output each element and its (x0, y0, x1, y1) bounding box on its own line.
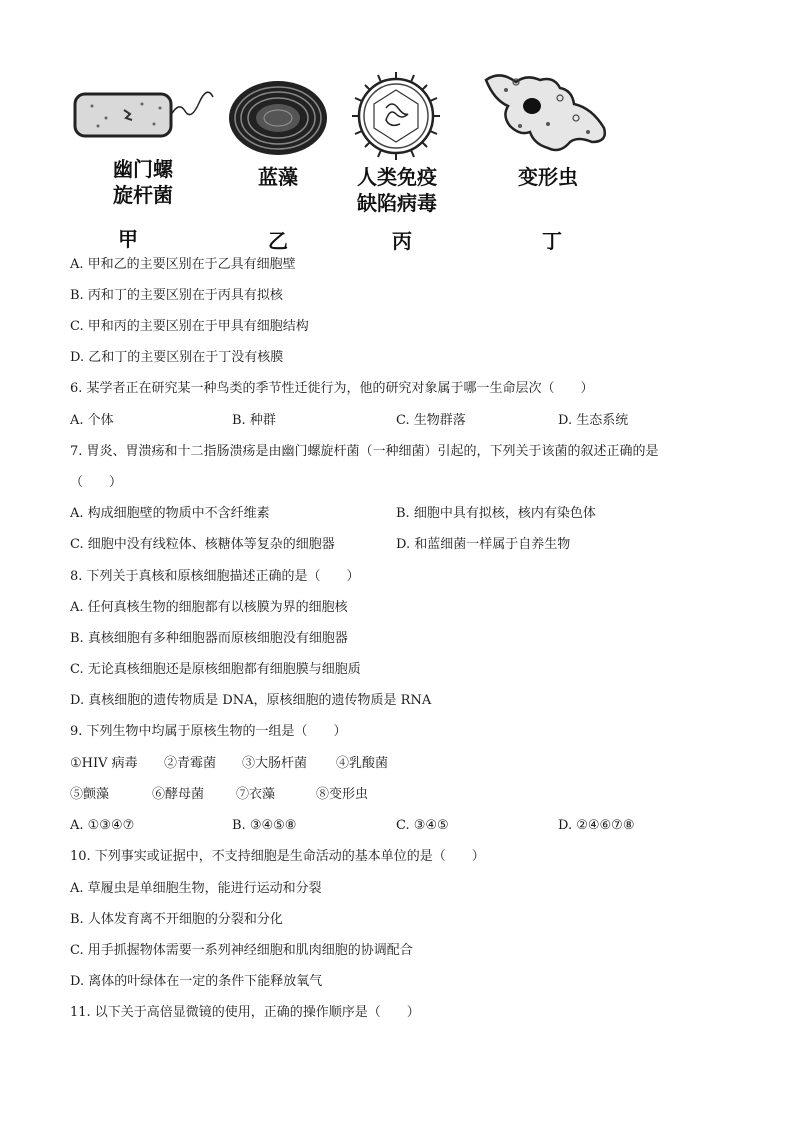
label-bing: 丙 (392, 229, 412, 253)
q8-option-a: A. 任何真核生物的细胞都有以核膜为界的细胞核 (70, 600, 348, 615)
q7-option-a: A. 构成细胞壁的物质中不含纤维素 (70, 506, 270, 521)
q5-option-d: D. 乙和丁的主要区别在于丁没有核膜 (70, 350, 284, 365)
q11-stem: 11. 以下关于高倍显微镜的使用，正确的操作顺序是（ ） (70, 1005, 420, 1020)
q9-option-d: D. ②④⑥⑦⑧ (558, 818, 635, 833)
q10-option-c: C. 用手抓握物体需要一系列神经细胞和肌肉细胞的协调配合 (70, 943, 413, 958)
q8-option-c: C. 无论真核细胞还是原核细胞都有细胞膜与细胞质 (70, 662, 361, 677)
amoeba-illustration (476, 68, 616, 160)
q9-option-c: C. ③④⑤ (396, 818, 449, 833)
q5-option-c: C. 甲和丙的主要区别在于甲具有细胞结构 (70, 319, 309, 334)
label-ding: 丁 (542, 229, 562, 253)
caption-hiv: 人类免疫 缺陷病毒 (357, 165, 437, 215)
cyanobacteria-illustration (226, 78, 330, 158)
q8-option-d: D. 真核细胞的遗传物质是 DNA，原核细胞的遗传物质是 RNA (70, 693, 432, 708)
q9-stem: 9. 下列生物中均属于原核生物的一组是（ ） (70, 724, 347, 739)
q10-option-a: A. 草履虫是单细胞生物，能进行运动和分裂 (70, 881, 322, 896)
q6-option-c: C. 生物群落 (396, 413, 466, 428)
label-yi: 乙 (268, 229, 288, 253)
q6-option-d: D. 生态系统 (558, 413, 629, 428)
q7-stem: 7. 胃炎、胃溃疡和十二指肠溃疡是由幽门螺旋杆菌（一种细菌）引起的，下列关于该菌的叙述正确的是 (70, 444, 659, 459)
q9-item-1: ①HIV 病毒 (70, 756, 138, 771)
q10-option-b: B. 人体发育离不开细胞的分裂和分化 (70, 912, 283, 927)
q5-option-b: B. 丙和丁的主要区别在于丙具有拟核 (70, 288, 283, 303)
q7-stem-cont: （ ） (70, 475, 123, 490)
q9-option-a: A. ①③④⑦ (70, 818, 135, 833)
q8-option-b: B. 真核细胞有多种细胞器而原核细胞没有细胞器 (70, 631, 348, 646)
q10-option-d: D. 离体的叶绿体在一定的条件下能释放氧气 (70, 974, 323, 989)
helicobacter-illustration (72, 88, 222, 148)
q7-option-b: B. 细胞中具有拟核，核内有染色体 (396, 506, 596, 521)
q9-item-8: ⑧变形虫 (316, 787, 369, 802)
q10-stem: 10. 下列事实或证据中，不支持细胞是生命活动的基本单位的是（ ） (70, 849, 485, 864)
q9-item-2: ②青霉菌 (164, 756, 217, 771)
caption-cyanobacteria: 蓝藻 (258, 165, 298, 189)
q6-stem: 6. 某学者正在研究某一种鸟类的季节性迁徙行为，他的研究对象属于哪一生命层次（ ） (70, 381, 594, 396)
q5-option-a: A. 甲和乙的主要区别在于乙具有细胞壁 (70, 257, 296, 272)
hiv-illustration (348, 68, 444, 164)
q6-option-a: A. 个体 (70, 413, 114, 428)
caption-amoeba: 变形虫 (518, 165, 578, 189)
organism-figure (62, 60, 642, 260)
q9-item-5: ⑤颤藻 (70, 787, 110, 802)
q9-item-3: ③大肠杆菌 (242, 756, 308, 771)
q6-option-b: B. 种群 (232, 413, 276, 428)
q9-item-4: ④乳酸菌 (336, 756, 389, 771)
caption-helicobacter: 幽门螺 旋杆菌 (113, 157, 173, 207)
q9-item-6: ⑥酵母菌 (152, 787, 205, 802)
label-jia: 甲 (118, 227, 138, 251)
q8-stem: 8. 下列关于真核和原核细胞描述正确的是（ ） (70, 569, 360, 584)
q7-option-c: C. 细胞中没有线粒体、核糖体等复杂的细胞器 (70, 537, 335, 552)
q9-option-b: B. ③④⑤⑧ (232, 818, 297, 833)
q7-option-d: D. 和蓝细菌一样属于自养生物 (396, 537, 571, 552)
q9-item-7: ⑦衣藻 (236, 787, 276, 802)
